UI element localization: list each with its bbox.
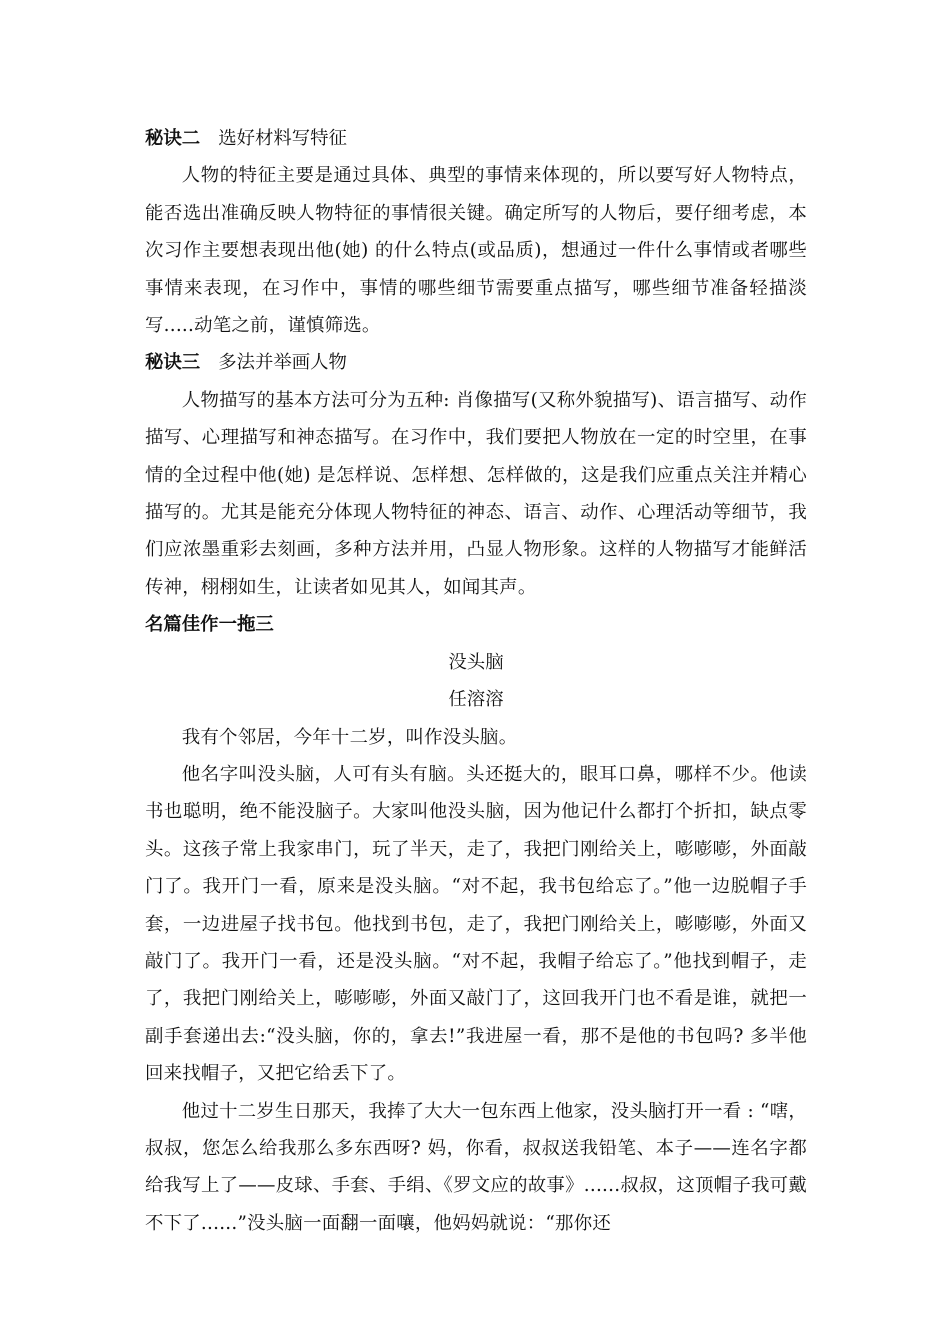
secret-three-label: 秘诀三: [145, 352, 201, 374]
secret-two-label: 秘诀二: [145, 128, 201, 149]
document-page: [145, 120, 807, 1242]
story-author: 任溶溶: [448, 689, 504, 711]
story-paragraph: 我有个邻居，今年十二岁，叫作没头脑。: [181, 726, 518, 748]
story-paragraph: 他名字叫没头脑，人可有头有脑。头还挺大的，眼耳口鼻，哪样不少。他读书也聪明，绝不能没脑子。大家叫他没头脑，因为他记什么都打个折扣，缺点零头。这孩子常上我家串门，玩了半天，走了，我把门刚给关上，嘭嘭嘭，外面敲门了。我开门一看，原来是没头脑。“对不起，我书包给忘了。”他一边脱帽子手套，一边进屋子找书包。他找到书包，走了，我把门刚给关上，嘭嘭嘭，外面又敲门了。我开门一看，还是没头脑。“对不起，我帽子给忘了。”他找到帽子，走了，我把门刚给关上，嘭嘭嘭，外面又敲门了，这回我开门也不看是谁，就把一副手套递出去:“没头脑，你的，拿去!”我进屋一看，那不是他的书包吗? 多半他回来找帽子，又把它给丢下了。: [145, 763, 807, 1085]
story-paragraph: 他过十二岁生日那天，我捧了大大一包东西上他家，没头脑打开一看 : “嗐，叔叔，您怎么给我那么多东西呀? 妈，你看，叔叔送我铅笔、本子——连名字都给我写上了——皮球、手套、手绢、《罗文应的故事》......叔叔，这顶帽子我可戴不下了......”没头脑一面翻一面嚷，他妈妈就说：“那你还: [145, 1100, 807, 1234]
secret-three-title: 多法并举画人物: [218, 352, 347, 374]
secret-two-paragraph: 人物的特征主要是通过具体、典型的事情来体现的，所以要写好人物特点，能否选出准确反映人物特征的事情很关键。确定所写的人物后，要仔细考虑，本次习作主要想表现出他(她) 的什么特点(或品质)，想通过一件什么事情或者哪些事情来表现，在习作中，事情的哪些细节需要重点描写，哪些细节准备轻描淡写.....动笔之前，谨慎筛选。: [145, 165, 807, 337]
masterpiece-section-title: 名篇佳作一拖三: [145, 614, 274, 636]
secret-three-paragraph: 人物描写的基本方法可分为五种: 肖像描写(又称外貌描写)、语言描写、动作描写、心理描写和神态描写。在习作中，我们要把人物放在一定的时空里，在事情的全过程中他(她) 是怎样说、怎样想、怎样做的，这是我们应重点关注并精心描写的。尤其是能充分体现人物特征的神态、语言、动作、心理活动等细节，我们应浓墨重彩去刻画，多种方法并用，凸显人物形象。这样的人物描写才能鲜活传神，栩栩如生，让读者如见其人，如闻其声。: [145, 389, 807, 598]
secret-three-heading: [145, 344, 807, 381]
secret-two-heading: [145, 120, 807, 157]
secret-two-title: 选好材料写特征: [218, 128, 347, 149]
story-title: 没头脑: [448, 651, 504, 673]
